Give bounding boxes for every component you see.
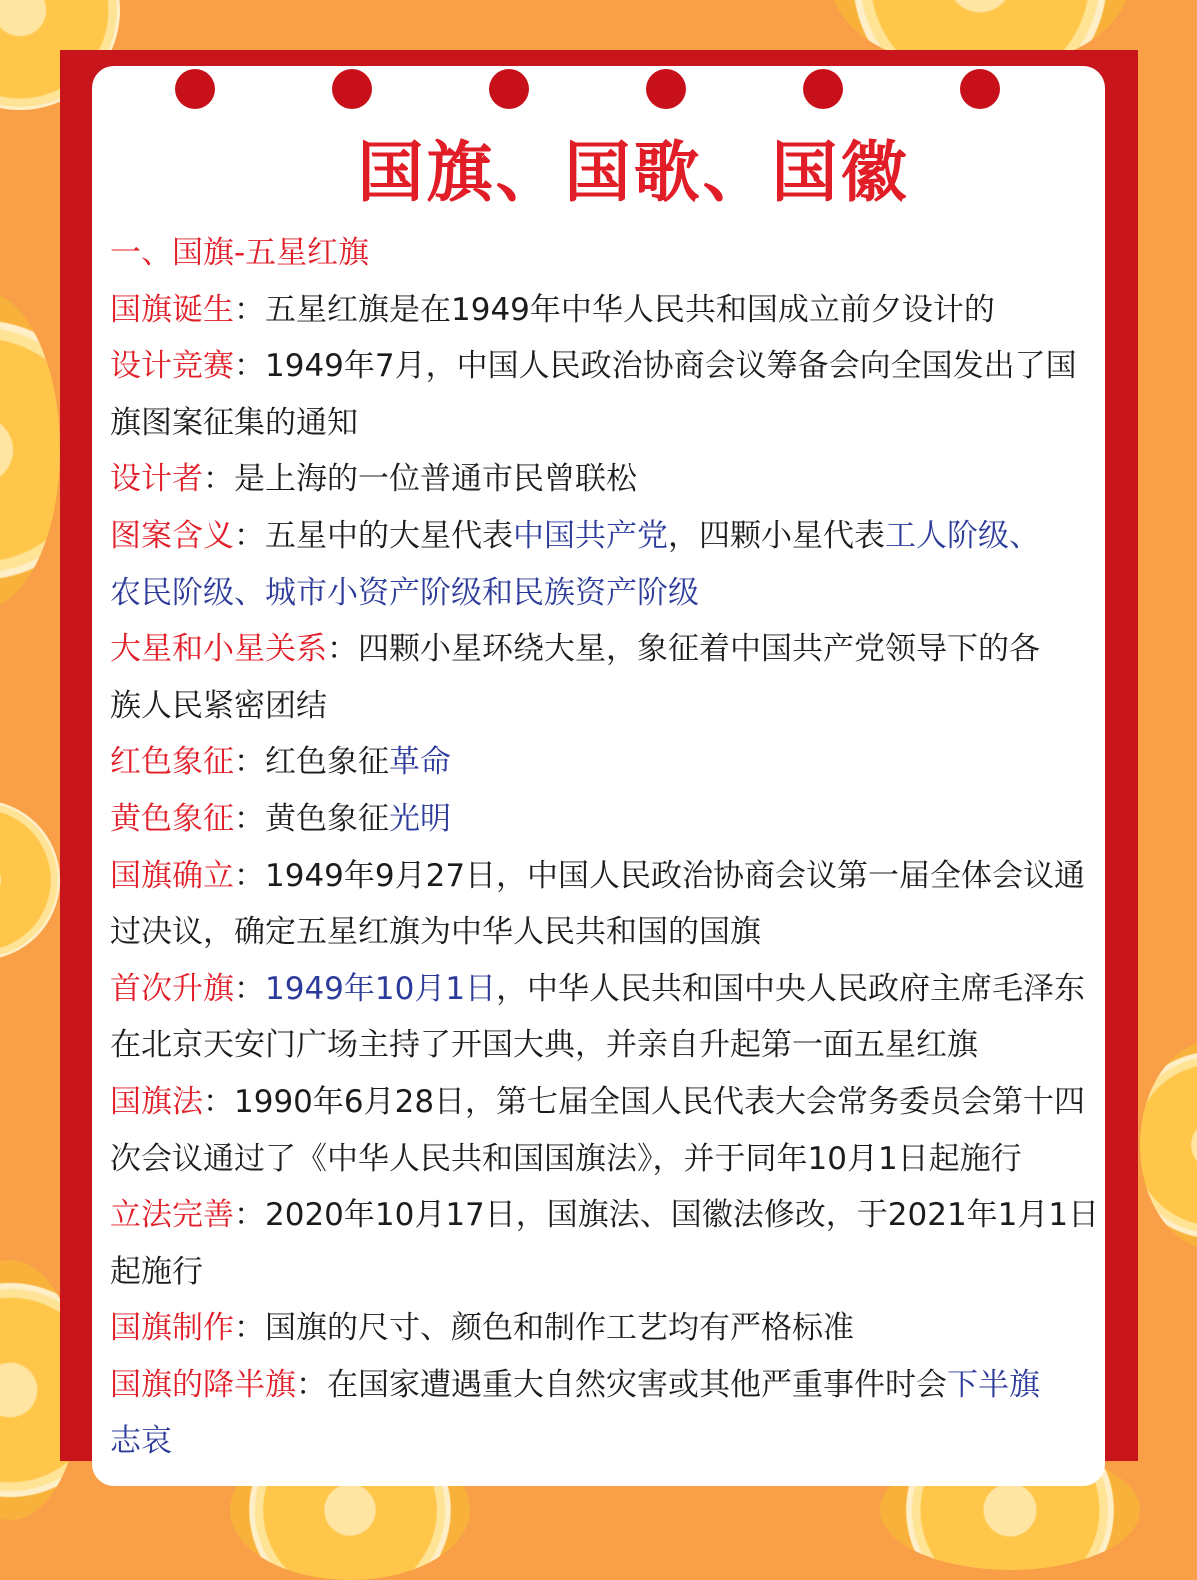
item-text: 国旗的尺寸、颜色和制作工艺均有严格标准 — [265, 1310, 854, 1347]
item-text-continued: 过决议，确定五星红旗为中华人民共和国的国旗 — [110, 914, 761, 951]
item-text: 1949年9月27日，中国人民政治协商会议第一届全体会议通 — [265, 857, 1086, 894]
binding-hole — [646, 69, 686, 109]
separator: ： — [234, 800, 265, 837]
item-text-continued: 次会议通过了《中华人民共和国国旗法》，并于同年10月1日起施行 — [110, 1140, 1022, 1177]
highlight-text: 光明 — [389, 800, 451, 837]
highlight-text-continued: 农民阶级、城市小资产阶级和民族资产阶级 — [110, 574, 699, 611]
separator: ： — [327, 631, 358, 668]
item-flag-established — [110, 848, 1100, 905]
item-label: 国旗制作 — [110, 1310, 234, 1347]
binding-hole — [489, 69, 529, 109]
item-text: 四颗小星环绕大星，象征着中国共产党领导下的各 — [358, 631, 1040, 668]
item-designer — [110, 451, 1100, 508]
item-flag-making — [110, 1300, 1100, 1357]
item-text-continued: 起施行 — [110, 1253, 203, 1290]
separator: ： — [234, 1197, 265, 1234]
orange-slice-decoration — [1140, 1040, 1197, 1250]
highlight-text: 工人阶级、 — [885, 517, 1040, 554]
item-label: 图案含义 — [110, 517, 234, 554]
item-label: 红色象征 — [110, 744, 234, 781]
binding-hole — [960, 69, 1000, 109]
document-body — [110, 225, 1100, 1470]
orange-slice-decoration — [0, 800, 60, 960]
item-text: 2020年10月17日，国旗法、国徽法修改，于2021年1月1日 — [265, 1197, 1100, 1234]
binding-hole — [175, 69, 215, 109]
highlight-text-continued: 志哀 — [110, 1423, 172, 1460]
separator: ： — [234, 970, 265, 1007]
item-flag-birth — [110, 282, 1100, 339]
item-label: 国旗诞生 — [110, 291, 234, 328]
separator: ： — [234, 857, 265, 894]
item-first-raising — [110, 961, 1100, 1018]
item-text: ，四颗小星代表 — [668, 517, 885, 554]
item-text: ，中华人民共和国中央人民政府主席毛泽东 — [496, 970, 1086, 1007]
item-text: 1949年7月，中国人民政治协商会议筹备会向全国发出了国 — [265, 348, 1077, 385]
item-star-relation — [110, 621, 1100, 678]
item-text: 五星红旗是在1949年中华人民共和国成立前夕设计的 — [265, 291, 995, 328]
separator: ： — [234, 1310, 265, 1347]
item-text: 红色象征 — [265, 744, 389, 781]
item-label: 设计者 — [110, 461, 203, 498]
binding-hole — [803, 69, 843, 109]
item-flag-law — [110, 1074, 1100, 1131]
item-law-amendment — [110, 1187, 1100, 1244]
separator: ： — [234, 291, 265, 328]
section-heading: 一、国旗-五星红旗 — [110, 235, 370, 271]
item-text-continued: 族人民紧密团结 — [110, 687, 327, 724]
item-label: 立法完善 — [110, 1197, 234, 1234]
item-pattern-meaning — [110, 508, 1100, 565]
item-text: 黄色象征 — [265, 800, 389, 837]
item-red-symbol — [110, 734, 1100, 791]
binding-hole — [332, 69, 372, 109]
separator: ： — [296, 1366, 327, 1403]
item-label: 国旗确立 — [110, 857, 234, 894]
item-text: 五星中的大星代表 — [265, 517, 513, 554]
item-text: 是上海的一位普通市民曾联松 — [234, 461, 637, 498]
item-label: 大星和小星关系 — [110, 631, 327, 668]
separator: ： — [203, 461, 234, 498]
separator: ： — [234, 744, 265, 781]
item-text-continued: 旗图案征集的通知 — [110, 404, 358, 441]
page-title: 国旗、国歌、国徽 — [357, 134, 910, 211]
orange-slice-decoration — [0, 290, 60, 610]
item-yellow-symbol — [110, 791, 1100, 848]
item-text: 在国家遭遇重大自然灾害或其他严重事件时会 — [327, 1366, 947, 1403]
highlight-text: 革命 — [389, 744, 451, 781]
item-label: 首次升旗 — [110, 970, 234, 1007]
item-label: 黄色象征 — [110, 800, 234, 837]
highlight-text: 中国共产党 — [513, 517, 668, 554]
separator: ： — [203, 1083, 234, 1120]
separator: ： — [234, 517, 265, 554]
item-half-mast — [110, 1357, 1100, 1414]
item-text-continued: 在北京天安门广场主持了开国大典，并亲自升起第一面五星红旗 — [110, 1027, 978, 1064]
item-label: 国旗法 — [110, 1083, 203, 1120]
separator: ： — [234, 348, 265, 385]
item-text: 1990年6月28日，第七届全国人民代表大会常务委员会第十四 — [234, 1083, 1086, 1120]
highlight-text: 下半旗 — [947, 1366, 1040, 1403]
item-label: 国旗的降半旗 — [110, 1366, 296, 1403]
item-label: 设计竞赛 — [110, 348, 234, 385]
highlight-text: 1949年10月1日 — [265, 970, 497, 1007]
item-design-contest — [110, 338, 1100, 395]
